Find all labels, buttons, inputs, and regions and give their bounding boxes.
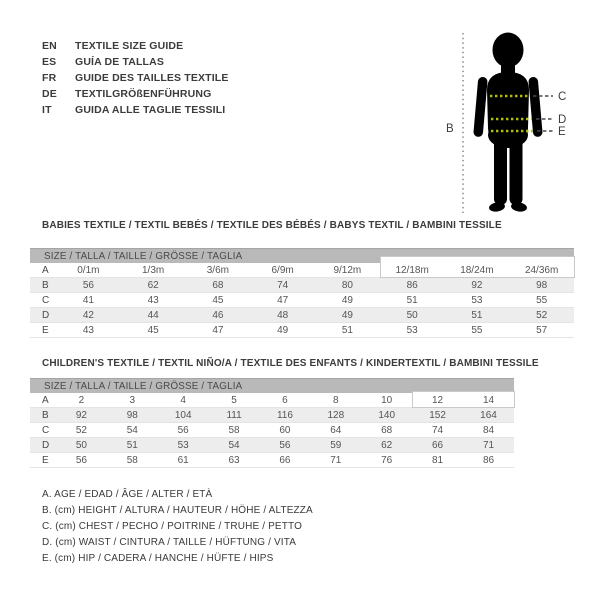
size-cell: 63 <box>209 453 260 468</box>
size-cell: 152 <box>412 408 463 423</box>
size-cell: 74 <box>250 278 315 293</box>
size-cell: 71 <box>463 438 514 453</box>
legend-line: B. (cm) HEIGHT / ALTURA / HAUTEUR / HÖHE / ALTEZZA <box>42 505 313 516</box>
size-cell: 49 <box>315 293 380 308</box>
size-cell: 12/18m <box>380 263 445 278</box>
language-row <box>42 54 228 70</box>
size-cell: 86 <box>463 453 514 468</box>
size-cell: 47 <box>250 293 315 308</box>
size-cell: 86 <box>380 278 445 293</box>
size-cell: 98 <box>107 408 158 423</box>
row-label: D <box>30 438 56 453</box>
language-code: FR <box>42 72 57 84</box>
size-cell: 56 <box>158 423 209 438</box>
language-label: GUÍA DE TALLAS <box>75 56 165 68</box>
size-cell: 76 <box>361 453 412 468</box>
label-height-b: B <box>446 123 454 135</box>
language-code: DE <box>42 88 57 100</box>
size-row-B <box>30 408 514 423</box>
size-cell: 68 <box>361 423 412 438</box>
size-cell: 8 <box>310 393 361 408</box>
size-row-D <box>30 308 574 323</box>
size-cell: 3 <box>107 393 158 408</box>
size-cell: 92 <box>445 278 510 293</box>
row-label: A <box>30 393 56 408</box>
size-cell: 2 <box>56 393 107 408</box>
language-label: TEXTILGRÖßENFÜHRUNG <box>75 88 212 100</box>
size-cell: 14 <box>463 393 514 408</box>
size-cell: 55 <box>445 323 510 338</box>
size-row-A <box>30 393 514 408</box>
children-size-table-wrap <box>30 378 514 468</box>
size-cell: 45 <box>186 293 251 308</box>
language-row <box>42 38 228 54</box>
size-cell: 43 <box>121 293 186 308</box>
size-cell: 92 <box>56 408 107 423</box>
size-cell: 50 <box>380 308 445 323</box>
row-label: A <box>30 263 56 278</box>
size-row-A <box>30 263 574 278</box>
row-label: D <box>30 308 56 323</box>
babies-size-table-wrap <box>30 248 574 338</box>
size-cell: 12 <box>412 393 463 408</box>
size-cell: 49 <box>250 323 315 338</box>
size-cell: 18/24m <box>445 263 510 278</box>
size-cell: 84 <box>463 423 514 438</box>
size-cell: 128 <box>310 408 361 423</box>
language-code: IT <box>42 104 52 116</box>
size-cell: 51 <box>107 438 158 453</box>
size-cell: 164 <box>463 408 514 423</box>
size-cell: 44 <box>121 308 186 323</box>
size-row-B <box>30 278 574 293</box>
size-header-bar: SIZE / TALLA / TAILLE / GRÖSSE / TAGLIA <box>30 249 574 264</box>
row-label: C <box>30 293 56 308</box>
language-row <box>42 70 228 86</box>
legend-list <box>42 487 313 567</box>
size-cell: 60 <box>260 423 311 438</box>
size-cell: 41 <box>56 293 121 308</box>
size-cell: 46 <box>186 308 251 323</box>
size-cell: 5 <box>209 393 260 408</box>
size-cell: 56 <box>260 438 311 453</box>
size-cell: 58 <box>107 453 158 468</box>
label-hip-e: E <box>558 126 566 138</box>
language-row <box>42 102 228 118</box>
row-label: B <box>30 408 56 423</box>
size-row-C <box>30 293 574 308</box>
row-label: E <box>30 323 56 338</box>
language-row <box>42 86 228 102</box>
size-cell: 53 <box>158 438 209 453</box>
size-cell: 62 <box>361 438 412 453</box>
size-cell: 74 <box>412 423 463 438</box>
size-cell: 64 <box>310 423 361 438</box>
size-cell: 1/3m <box>121 263 186 278</box>
language-label: TEXTILE SIZE GUIDE <box>75 40 184 52</box>
size-header-bar: SIZE / TALLA / TAILLE / GRÖSSE / TAGLIA <box>30 379 514 394</box>
size-cell: 56 <box>56 278 121 293</box>
size-row-C <box>30 423 514 438</box>
size-cell: 62 <box>121 278 186 293</box>
size-cell: 42 <box>56 308 121 323</box>
size-cell: 104 <box>158 408 209 423</box>
size-cell: 49 <box>315 308 380 323</box>
language-code: EN <box>42 40 57 52</box>
size-cell: 52 <box>509 308 574 323</box>
label-chest-c: C <box>558 91 567 103</box>
size-cell: 116 <box>260 408 311 423</box>
size-cell: 0/1m <box>56 263 121 278</box>
legend-line: D. (cm) WAIST / CINTURA / TAILLE / HÜFTUNG / VITA <box>42 537 297 548</box>
size-cell: 71 <box>310 453 361 468</box>
size-cell: 54 <box>209 438 260 453</box>
size-cell: 58 <box>209 423 260 438</box>
size-cell: 47 <box>186 323 251 338</box>
size-cell: 51 <box>315 323 380 338</box>
size-cell: 51 <box>445 308 510 323</box>
row-label: B <box>30 278 56 293</box>
child-size-figure <box>440 6 590 226</box>
child-silhouette <box>473 33 543 213</box>
size-cell: 57 <box>509 323 574 338</box>
size-cell: 56 <box>56 453 107 468</box>
size-cell: 140 <box>361 408 412 423</box>
size-cell: 53 <box>380 323 445 338</box>
legend-line: C. (cm) CHEST / PECHO / POITRINE / TRUHE / PETTO <box>42 521 303 532</box>
size-cell: 51 <box>380 293 445 308</box>
size-cell: 10 <box>361 393 412 408</box>
size-cell: 48 <box>250 308 315 323</box>
size-cell: 68 <box>186 278 251 293</box>
language-code: ES <box>42 56 57 68</box>
size-cell: 50 <box>56 438 107 453</box>
babies-table-title: BABIES TEXTILE / TEXTIL BEBÉS / TEXTILE DES BÉBÉS / BABYS TEXTIL / BAMBINI TESSILE <box>42 220 502 231</box>
size-cell: 66 <box>412 438 463 453</box>
size-cell: 9/12m <box>315 263 380 278</box>
language-label: GUIDE DES TAILLES TEXTILE <box>75 72 229 84</box>
size-row-E <box>30 323 574 338</box>
size-cell: 61 <box>158 453 209 468</box>
size-cell: 53 <box>445 293 510 308</box>
size-row-D <box>30 438 514 453</box>
legend-line: A. AGE / EDAD / ÂGE / ALTER / ETÀ <box>42 489 213 500</box>
size-cell: 80 <box>315 278 380 293</box>
size-cell: 24/36m <box>509 263 574 278</box>
size-row-E <box>30 453 514 468</box>
size-cell: 43 <box>56 323 121 338</box>
children-table-title: CHILDREN'S TEXTILE / TEXTIL NIÑO/A / TEXTILE DES ENFANTS / KINDERTEXTIL / BAMBINI TESSILE <box>42 358 539 369</box>
size-cell: 6 <box>260 393 311 408</box>
language-label: GUIDA ALLE TAGLIE TESSILI <box>75 104 226 116</box>
label-waist-d: D <box>558 114 567 126</box>
size-cell: 111 <box>209 408 260 423</box>
size-cell: 52 <box>56 423 107 438</box>
row-label: C <box>30 423 56 438</box>
size-cell: 66 <box>260 453 311 468</box>
size-cell: 4 <box>158 393 209 408</box>
size-cell: 81 <box>412 453 463 468</box>
size-cell: 59 <box>310 438 361 453</box>
size-cell: 54 <box>107 423 158 438</box>
row-label: E <box>30 453 56 468</box>
language-list <box>42 38 228 118</box>
size-cell: 45 <box>121 323 186 338</box>
size-cell: 55 <box>509 293 574 308</box>
legend-line: E. (cm) HIP / CADERA / HANCHE / HÜFTE / HIPS <box>42 553 274 564</box>
size-cell: 6/9m <box>250 263 315 278</box>
size-cell: 98 <box>509 278 574 293</box>
size-cell: 3/6m <box>186 263 251 278</box>
